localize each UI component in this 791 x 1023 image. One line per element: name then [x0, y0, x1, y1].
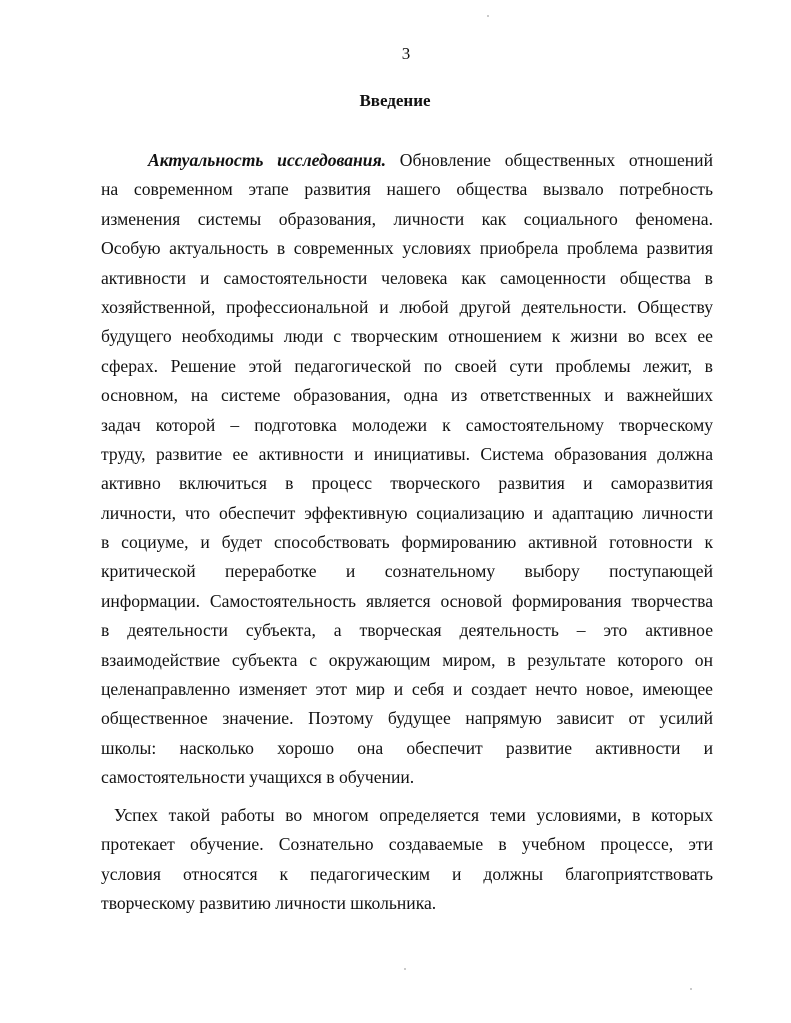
text-line: школы: насколько хорошо она обеспечит развитие активности и	[101, 737, 713, 758]
text-line: активно включиться в процесс творческого развития и саморазвития	[101, 473, 713, 494]
text-line: творческому развитию личности школьника.	[101, 893, 437, 914]
paragraph-lead: Актуальность исследования.	[148, 150, 387, 170]
text-line: Особую актуальность в современных условиях приобрела проблема развития	[101, 238, 713, 259]
text-line: основном, на системе образования, одна из ответственных и важнейших	[101, 385, 713, 406]
text-line: будущего необходимы люди с творческим отношением к жизни во всех ее	[101, 326, 713, 347]
paragraph-relevance	[101, 146, 713, 793]
scan-speck	[404, 968, 406, 970]
text-fragment: Обновление общественных отношений	[386, 150, 713, 170]
text-line	[101, 146, 713, 175]
text-line: личности, что обеспечит эффективную социализацию и адаптацию личности	[101, 502, 713, 523]
text-line: задач которой – подготовка молодежи к самостоятельному творческому	[101, 414, 713, 435]
text-line: информации. Самостоятельность является основой формирования творчества	[101, 590, 713, 611]
text-line: условия относятся к педагогическим и должны благоприятствовать	[101, 863, 713, 884]
text-line: Успех такой работы во многом определяется теми условиями, в которых	[114, 805, 713, 825]
text-line: на современном этапе развития нашего общества вызвало потребность	[101, 179, 713, 200]
page-title: Введение	[359, 91, 431, 110]
text-line: критической переработке и сознательному выбору поступающей	[101, 561, 713, 582]
scan-speck	[690, 988, 692, 990]
scan-speck	[487, 15, 489, 17]
text-line: хозяйственной, профессиональной и любой другой деятельности. Обществу	[101, 296, 713, 317]
page-number: 3	[401, 44, 411, 63]
text-line: активности и самостоятельности человека как самоценности общества в	[101, 267, 713, 288]
paragraph-conditions	[101, 801, 713, 919]
text-line: сферах. Решение этой педагогической по своей сути проблемы лежит, в	[101, 355, 713, 376]
text-line: труду, развитие ее активности и инициативы. Система образования должна	[101, 443, 713, 464]
text-line: взаимодействие субъекта с окружающим миром, в результате которого он	[101, 649, 713, 670]
text-line: протекает обучение. Сознательно создаваемые в учебном процессе, эти	[101, 834, 713, 855]
text-line: изменения системы образования, личности как социального феномена.	[101, 208, 713, 229]
text-line: общественное значение. Поэтому будущее напрямую зависит от усилий	[101, 708, 713, 729]
text-line: в социуме, и будет способствовать формированию активной готовности к	[101, 532, 713, 553]
text-line: самостоятельности учащихся в обучении.	[101, 767, 415, 788]
text-line: целенаправленно изменяет этот мир и себя и создает нечто новое, имеющее	[101, 679, 713, 700]
text-line: в деятельности субъекта, а творческая деятельность – это активное	[101, 620, 713, 641]
